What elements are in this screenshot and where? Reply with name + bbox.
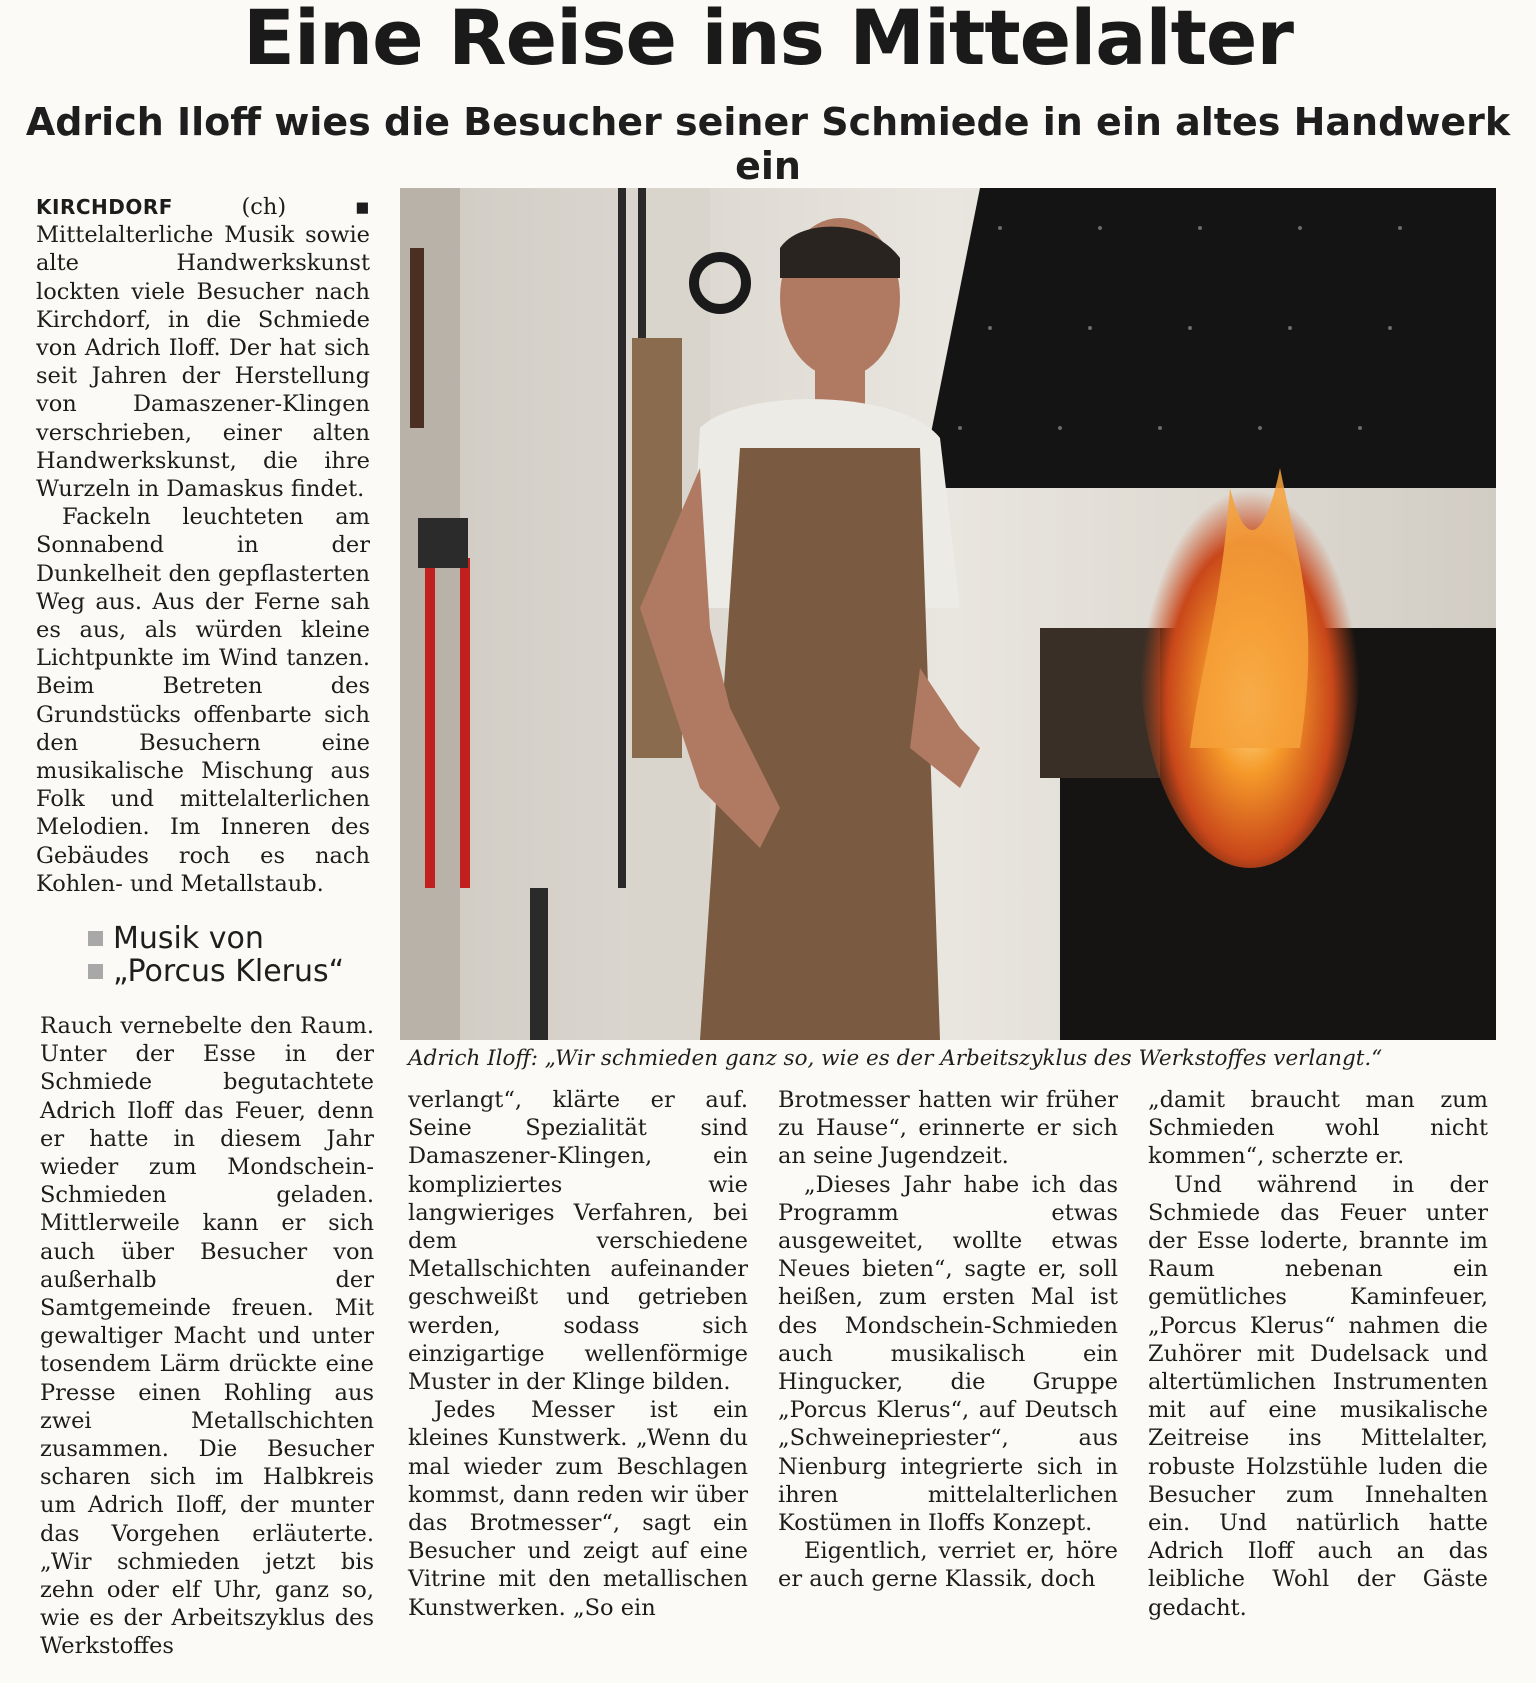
paragraph-torches: Fackeln leuchteten am Sonnabend in der Dunkelheit den gepflasterten Weg aus. Aus der Ferne sah es aus, als würden kleine Lichtpunkte im Wind tanzen. Beim Betreten des Grundstücks offenbarte sich den Besuchern eine musikalische Mischung aus Folk und mittelalterlichen Melodien. Im Inneren des Gebäudes roch es nach Kohlen- und Metallstaub. (36, 504, 370, 897)
section-subheading: Musik von „Porcus Klerus“ (88, 922, 388, 988)
column-1-top (36, 193, 370, 898)
column-3 (778, 1086, 1118, 1594)
paragraph-klassik: Eigentlich, verriet er, höre er auch gerne Klassik, doch (778, 1538, 1118, 1593)
column-4 (1148, 1086, 1488, 1622)
paragraph-brotmesser: Brotmesser hatten wir früher zu Hause“, erinnerte er sich an seine Jugendzeit. (778, 1087, 1118, 1170)
paragraph-kaminfeuer: Und während in der Schmiede das Feuer unter der Esse loderte, brannte im Raum nebenan ein gemütliches Kaminfeuer, „Porcus Klerus“ nahmen die Zuhörer mit Dudelsack und altertümlichen Instrumenten mit auf eine musikalische Zeitreise ins Mittelalter, robuste Holzstühle luden die Besucher zum Innehalten ein. Und natürlich hatte Adrich Iloff auch an das leibliche Wohl der Gäste gedacht. (1148, 1171, 1488, 1621)
paragraph-smoke: Rauch vernebelte den Raum. Unter der Esse in der Schmiede begutachtete Adrich Iloff das Feuer, denn er hatte in diesem Jahr wieder zum Mondschein-Schmieden geladen. Mittlerweile kann er sich auch über Besucher von außerhalb der Samtgemeinde freuen. Mit gewaltiger Macht und unter tosendem Lärm drückte eine Presse einen Rohling aus zwei Metallschichten zusammen. Die Besucher scharen sich im Halbkreis um Adrich Iloff, der munter das Vorgehen erläuterte. „Wir schmieden jetzt bis zehn oder elf Uhr, ganz so, wie es der Arbeitszyklus des Werkstoffes (40, 1013, 374, 1660)
subheadline: Adrich Iloff wies die Besucher seiner Schmiede in ein altes Handwerk ein (25, 100, 1511, 188)
paragraph-programm: „Dieses Jahr habe ich das Programm etwas ausgeweitet, wollte etwas Neues bieten“, sagte er, soll heißen, zum ersten Mal ist des Mondschein-Schmieden auch musikalisch ein Hingucker, die Gruppe „Porcus Klerus“, auf Deutsch „Schweinepriester“, aus Nienburg integrierte sich in ihren mittelalterlichen Kostümen in Iloffs Konzept. (778, 1171, 1118, 1537)
paragraph-messer: Jedes Messer ist ein kleines Kunstwerk. „Wenn du mal wieder zum Beschlagen kommst, dann reden wir über das Brotmesser“, sagt ein Besucher und zeigt auf eine Vitrine mit den metallischen Kunstwerken. „So ein (408, 1397, 748, 1621)
square-bullet-icon (88, 931, 103, 946)
square-bullet-icon (88, 964, 103, 979)
column-2 (408, 1086, 748, 1622)
column-1-bottom (40, 1012, 374, 1661)
blacksmith-photo (400, 188, 1496, 1040)
paragraph-scherzte: „damit braucht man zum Schmieden wohl nicht kommen“, scherzte er. (1148, 1087, 1488, 1170)
paragraph-verlangt: verlangt“, klärte er auf. Seine Spezialität sind Damaszener-Klingen, ein kompliziertes wie langwieriges Verfahren, bei dem verschiedene Metallschichten aufeinander geschweißt und getrieben werden, sodass sich einzigartige wellenförmige Muster in der Klinge bilden. (408, 1087, 748, 1396)
photo-caption: Adrich Iloff: „Wir schmieden ganz so, wie es der Arbeitszyklus des Werkstoffes verlangt.“ (408, 1046, 1383, 1071)
headline: Eine Reise ins Mittelalter (243, 0, 1293, 82)
dateline: KIRCHDORF (36, 195, 173, 219)
lead-paragraph: KIRCHDORF (ch) ▪ Mittelalterliche Musik sowie alte Handwerkskunst lockten viele Besucher nach Kirchdorf, in die Schmiede von Adrich Iloff. Der hat sich seit Jahren der Herstellung von Damaszener-Klingen verschrieben, einer alten Handwerkskunst, die ihre Wurzeln in Damaskus findet. (36, 194, 370, 503)
